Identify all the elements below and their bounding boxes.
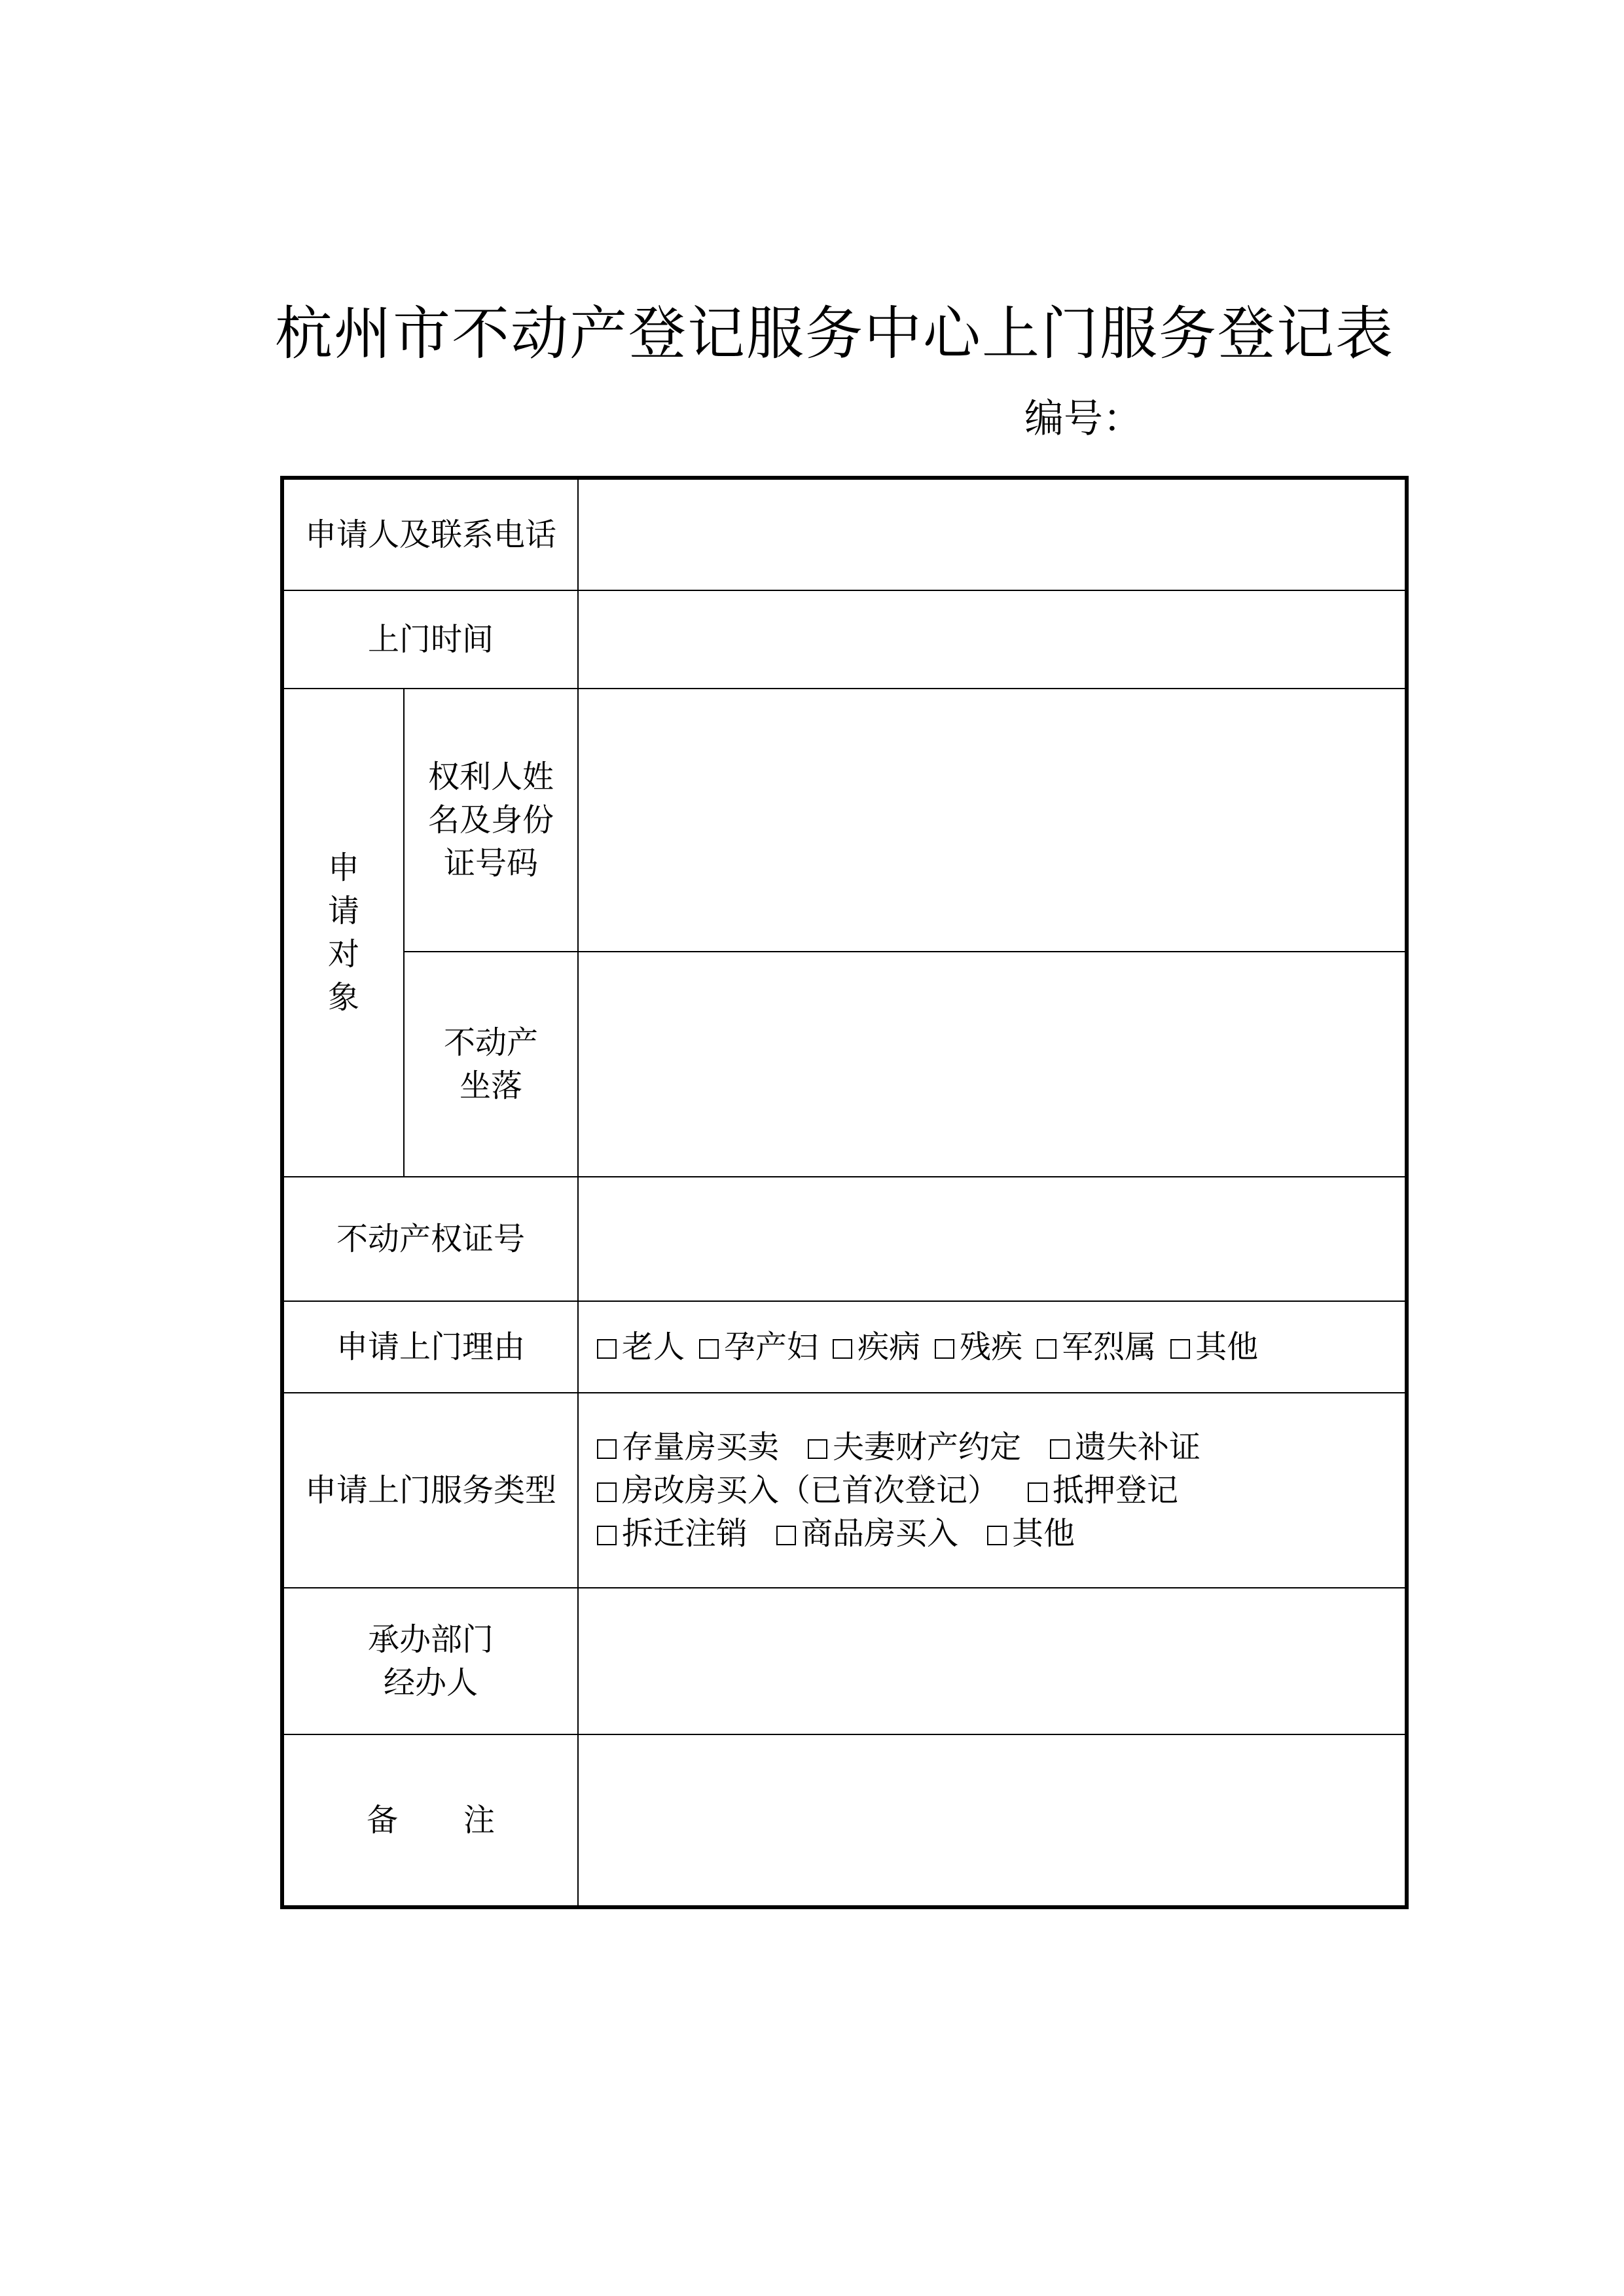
row-remark xyxy=(282,1734,1407,1907)
checkbox-icon[interactable] xyxy=(808,1439,827,1459)
row-obligee xyxy=(282,689,1407,952)
label-target-cell xyxy=(282,689,404,1177)
reason-checkbox-4[interactable] xyxy=(1037,1325,1156,1369)
checkbox-icon[interactable] xyxy=(1028,1482,1047,1502)
checkbox-icon[interactable] xyxy=(776,1526,796,1545)
checkbox-icon[interactable] xyxy=(1170,1339,1190,1359)
reason-checkbox-1[interactable] xyxy=(699,1325,818,1369)
label-cert-no: 不动产权证号 xyxy=(282,1177,578,1301)
field-handler[interactable] xyxy=(578,1588,1407,1734)
field-obligee[interactable] xyxy=(578,689,1407,952)
label-handler-cell xyxy=(282,1588,578,1734)
service-type-line xyxy=(597,1469,1405,1512)
field-applicant[interactable] xyxy=(578,478,1407,590)
option-label: 商品房买入 xyxy=(801,1515,959,1552)
label-handler: 承办部门经办人 xyxy=(367,1621,494,1701)
label-applicant: 申请人及联系电话 xyxy=(282,478,578,590)
label-remark xyxy=(282,1734,578,1907)
option-label: 夫妻财产约定 xyxy=(833,1429,1022,1465)
field-location[interactable] xyxy=(578,952,1407,1177)
option-label: 房改房买入（已首次登记） xyxy=(622,1472,1000,1509)
row-visit-time xyxy=(282,590,1407,689)
label-location-cell xyxy=(404,952,578,1177)
label-obligee: 权利人姓名及身份证号码 xyxy=(427,759,554,882)
row-applicant xyxy=(282,478,1407,590)
row-cert-no xyxy=(282,1177,1407,1301)
service-type-checkbox-2-1[interactable] xyxy=(776,1512,958,1555)
label-location: 不动产坐落 xyxy=(443,1024,538,1104)
row-reason xyxy=(282,1301,1407,1393)
service-type-line xyxy=(597,1512,1405,1555)
label-obligee-cell xyxy=(404,689,578,952)
checkbox-icon[interactable] xyxy=(699,1339,719,1359)
reason-checkbox-3[interactable] xyxy=(935,1325,1022,1369)
checkbox-icon[interactable] xyxy=(935,1339,954,1359)
label-visit-time: 上门时间 xyxy=(282,590,578,689)
checkbox-icon[interactable] xyxy=(1037,1339,1056,1359)
registration-form-table xyxy=(280,476,1409,1909)
option-label: 存量房买卖 xyxy=(622,1429,780,1465)
service-type-checkbox-1-0[interactable] xyxy=(597,1469,999,1512)
checkbox-icon[interactable] xyxy=(597,1439,617,1459)
service-type-checkbox-0-1[interactable] xyxy=(808,1426,1021,1469)
checkbox-icon[interactable] xyxy=(833,1339,852,1359)
reason-checkbox-5[interactable] xyxy=(1170,1325,1258,1369)
row-location xyxy=(282,952,1407,1177)
label-remark-part-1: 备 xyxy=(366,1802,398,1839)
option-label: 拆迁注销 xyxy=(622,1515,748,1552)
reason-checkbox-2[interactable] xyxy=(833,1325,920,1369)
reason-option-line xyxy=(597,1325,1405,1369)
option-label: 其他 xyxy=(1012,1515,1075,1552)
option-label: 疾病 xyxy=(857,1329,921,1365)
option-label: 老人 xyxy=(622,1329,685,1365)
label-remark-part-2: 注 xyxy=(463,1802,496,1839)
field-visit-time[interactable] xyxy=(578,590,1407,689)
option-label: 遗失补证 xyxy=(1075,1429,1201,1465)
option-label: 军烈属 xyxy=(1062,1329,1157,1365)
option-label: 孕产妇 xyxy=(724,1329,819,1365)
service-type-line xyxy=(597,1426,1405,1469)
reason-options xyxy=(578,1301,1407,1393)
row-service-type xyxy=(282,1393,1407,1588)
form-title: 杭州市不动产登记服务中心上门服务登记表 xyxy=(275,300,1395,367)
label-target: 申请对象 xyxy=(327,850,359,1016)
checkbox-icon[interactable] xyxy=(597,1526,617,1545)
label-service-type: 申请上门服务类型 xyxy=(282,1393,578,1588)
field-remark[interactable] xyxy=(578,1734,1407,1907)
service-type-checkbox-0-2[interactable] xyxy=(1050,1426,1200,1469)
checkbox-icon[interactable] xyxy=(597,1482,617,1502)
service-type-checkbox-2-0[interactable] xyxy=(597,1512,748,1555)
option-label: 其他 xyxy=(1195,1329,1259,1365)
option-label: 残疾 xyxy=(960,1329,1023,1365)
field-cert-no[interactable] xyxy=(578,1177,1407,1301)
row-handler xyxy=(282,1588,1407,1734)
option-label: 抵押登记 xyxy=(1053,1472,1179,1509)
serial-number-label: 编号： xyxy=(1024,396,1142,442)
label-reason: 申请上门理由 xyxy=(282,1301,578,1393)
service-type-options xyxy=(578,1393,1407,1588)
service-type-checkbox-2-2[interactable] xyxy=(987,1512,1075,1555)
checkbox-icon[interactable] xyxy=(597,1339,617,1359)
reason-checkbox-0[interactable] xyxy=(597,1325,685,1369)
service-type-checkbox-1-1[interactable] xyxy=(1028,1469,1178,1512)
service-type-checkbox-0-0[interactable] xyxy=(597,1426,779,1469)
checkbox-icon[interactable] xyxy=(987,1526,1007,1545)
checkbox-icon[interactable] xyxy=(1050,1439,1070,1459)
